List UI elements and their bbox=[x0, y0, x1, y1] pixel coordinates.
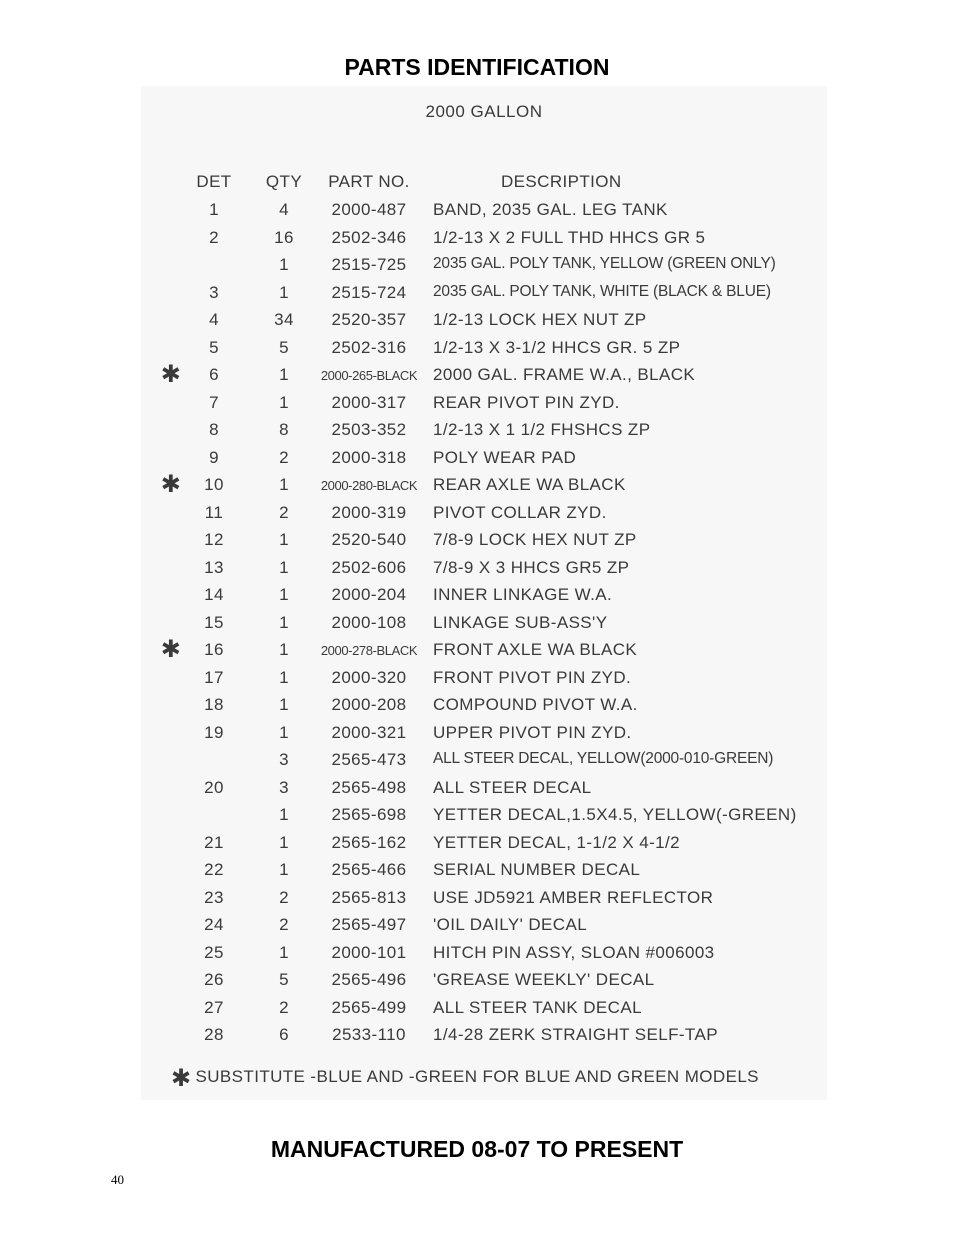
part-no-cell: 2000-319 bbox=[331, 502, 407, 522]
det-cell: 24 bbox=[204, 915, 224, 934]
footnote-text: SUBSTITUTE -BLUE AND -GREEN FOR BLUE AND GREEN MODELS bbox=[195, 1067, 759, 1086]
description-cell: ALL STEER TANK DECAL bbox=[433, 997, 642, 1017]
asterisk-icon: ✱ bbox=[160, 471, 182, 498]
qty-cell: 34 bbox=[274, 310, 294, 329]
description-cell: 2035 GAL. POLY TANK, YELLOW (GREEN ONLY) bbox=[433, 255, 776, 272]
det-cell: 8 bbox=[209, 420, 219, 439]
part-no-cell: 2565-496 bbox=[331, 970, 407, 989]
table-row bbox=[141, 448, 827, 472]
part-no-cell: 2565-499 bbox=[331, 997, 407, 1017]
description-cell: 1/2-13 X 1 1/2 FHSHCS ZP bbox=[433, 420, 651, 439]
part-no-cell: 2000-101 bbox=[331, 942, 407, 962]
det-cell: 27 bbox=[204, 997, 224, 1017]
description-cell: COMPOUND PIVOT W.A. bbox=[433, 695, 638, 714]
table-row bbox=[141, 228, 827, 252]
description-cell: POLY WEAR PAD bbox=[433, 447, 577, 467]
part-no-cell: 2000-278-BLACK bbox=[320, 643, 418, 658]
det-cell: 3 bbox=[209, 282, 219, 302]
qty-cell: 1 bbox=[279, 585, 289, 604]
det-cell: 19 bbox=[204, 722, 224, 742]
qty-cell: 1 bbox=[279, 475, 289, 494]
det-cell: 16 bbox=[204, 640, 224, 659]
description-cell: YETTER DECAL,1.5X4.5, YELLOW(-GREEN) bbox=[433, 805, 797, 824]
part-no-cell: 2000-487 bbox=[331, 200, 407, 219]
part-no-cell: 2533-110 bbox=[332, 1025, 406, 1044]
description-cell: 7/8-9 LOCK HEX NUT ZP bbox=[433, 530, 637, 549]
description-cell: FRONT PIVOT PIN ZYD. bbox=[433, 667, 632, 687]
footer-title: MANUFACTURED 08-07 TO PRESENT bbox=[270, 1136, 684, 1162]
part-no-cell: 2520-357 bbox=[331, 310, 407, 329]
asterisk-icon: ✱ bbox=[160, 361, 182, 388]
part-no-cell: 2565-698 bbox=[331, 805, 407, 824]
table-row bbox=[141, 585, 827, 609]
det-cell: 23 bbox=[204, 887, 224, 907]
qty-cell: 3 bbox=[279, 750, 289, 769]
table-row bbox=[141, 503, 827, 527]
det-header: DET bbox=[196, 172, 232, 191]
part-no-cell: 2565-473 bbox=[331, 750, 407, 769]
qty-cell: 16 bbox=[274, 227, 294, 247]
asterisk-icon: ✱ bbox=[171, 1065, 192, 1092]
qty-cell: 1 bbox=[279, 805, 289, 824]
description-cell: FRONT AXLE WA BLACK bbox=[433, 640, 638, 659]
part-no-cell: 2000-108 bbox=[331, 612, 407, 632]
part-no-cell: 2000-320 bbox=[331, 667, 407, 687]
description-cell: 1/2-13 X 3-1/2 HHCS GR. 5 ZP bbox=[433, 337, 681, 357]
description-cell: 2000 GAL. FRAME W.A., BLACK bbox=[433, 365, 696, 384]
description-cell: 'OIL DAILY' DECAL bbox=[433, 915, 588, 934]
det-cell: 28 bbox=[204, 1025, 224, 1044]
description-cell: 2035 GAL. POLY TANK, WHITE (BLACK & BLUE) bbox=[433, 282, 771, 300]
table-row bbox=[141, 723, 827, 747]
table-row bbox=[141, 200, 827, 224]
det-cell: 21 bbox=[204, 832, 224, 852]
qty-cell: 2 bbox=[279, 997, 289, 1017]
part-no-cell: 2515-724 bbox=[331, 282, 407, 302]
det-cell: 12 bbox=[204, 530, 224, 549]
qty-cell: 8 bbox=[279, 420, 289, 439]
qty-header: QTY bbox=[265, 172, 303, 191]
description-cell: HITCH PIN ASSY, SLOAN #006003 bbox=[433, 942, 715, 962]
det-cell: 6 bbox=[209, 365, 219, 384]
det-cell: 14 bbox=[204, 585, 224, 604]
det-cell: 10 bbox=[204, 475, 224, 494]
description-cell: ALL STEER DECAL, YELLOW(2000-010-GREEN) bbox=[433, 750, 774, 767]
table-row bbox=[141, 255, 827, 279]
description-cell: USE JD5921 AMBER REFLECTOR bbox=[433, 887, 714, 907]
det-cell: 17 bbox=[204, 667, 224, 687]
description-cell: YETTER DECAL, 1-1/2 X 4-1/2 bbox=[433, 832, 680, 852]
table-row bbox=[141, 310, 827, 334]
part-no-cell: 2565-497 bbox=[331, 915, 407, 934]
description-cell: SERIAL NUMBER DECAL bbox=[433, 860, 641, 879]
description-cell: 1/4-28 ZERK STRAIGHT SELF-TAP bbox=[433, 1025, 718, 1044]
table-row bbox=[141, 1025, 827, 1049]
det-cell: 18 bbox=[204, 695, 224, 714]
description-cell: REAR AXLE WA BLACK bbox=[433, 475, 626, 494]
qty-cell: 1 bbox=[279, 392, 289, 412]
qty-cell: 1 bbox=[279, 530, 289, 549]
table-row bbox=[141, 283, 827, 307]
det-cell: 9 bbox=[209, 447, 219, 467]
description-cell: LINKAGE SUB-ASS'Y bbox=[433, 612, 608, 632]
qty-cell: 4 bbox=[279, 200, 289, 219]
description-header: DESCRIPTION bbox=[501, 172, 622, 191]
part-no-header: PART NO. bbox=[328, 172, 410, 191]
table-row bbox=[141, 805, 827, 829]
part-no-cell: 2000-321 bbox=[331, 722, 407, 742]
det-cell: 13 bbox=[204, 557, 224, 577]
qty-cell: 1 bbox=[279, 640, 289, 659]
page-title: PARTS IDENTIFICATION bbox=[344, 54, 610, 80]
qty-cell: 5 bbox=[279, 337, 289, 357]
det-cell: 11 bbox=[204, 502, 224, 522]
qty-cell: 1 bbox=[279, 255, 289, 274]
table-row bbox=[141, 695, 827, 719]
footnote bbox=[171, 1064, 759, 1093]
table-row bbox=[141, 778, 827, 802]
description-cell: UPPER PIVOT PIN ZYD. bbox=[433, 722, 632, 742]
page-number: 40 bbox=[111, 1172, 124, 1187]
qty-cell: 2 bbox=[279, 915, 289, 934]
parts-table-image bbox=[141, 86, 827, 1100]
part-no-cell: 2503-352 bbox=[331, 420, 407, 439]
table-title: 2000 GALLON bbox=[425, 102, 543, 121]
qty-cell: 1 bbox=[279, 282, 289, 302]
table-row bbox=[141, 943, 827, 967]
qty-cell: 2 bbox=[279, 887, 289, 907]
qty-cell: 1 bbox=[279, 832, 289, 852]
description-cell: BAND, 2035 GAL. LEG TANK bbox=[433, 200, 668, 219]
description-cell: 1/2-13 LOCK HEX NUT ZP bbox=[433, 310, 647, 329]
det-cell: 26 bbox=[204, 970, 224, 989]
det-cell: 20 bbox=[204, 777, 224, 797]
description-cell: INNER LINKAGE W.A. bbox=[433, 585, 613, 604]
part-no-cell: 2502-346 bbox=[331, 227, 407, 247]
table-row bbox=[141, 613, 827, 637]
det-cell: 22 bbox=[204, 860, 224, 879]
table-row bbox=[141, 860, 827, 884]
asterisk-icon: ✱ bbox=[160, 636, 182, 663]
table-row bbox=[141, 420, 827, 444]
part-no-cell: 2565-498 bbox=[331, 777, 407, 797]
qty-cell: 6 bbox=[279, 1025, 289, 1044]
qty-cell: 2 bbox=[279, 502, 289, 522]
det-cell: 1 bbox=[209, 200, 219, 219]
det-cell: 5 bbox=[209, 337, 219, 357]
part-no-cell: 2000-317 bbox=[331, 392, 407, 412]
description-cell: REAR PIVOT PIN ZYD. bbox=[433, 392, 620, 412]
table-row bbox=[141, 998, 827, 1022]
part-no-cell: 2502-606 bbox=[331, 557, 407, 577]
table-row bbox=[141, 338, 827, 362]
det-cell: 15 bbox=[204, 612, 224, 632]
qty-cell: 1 bbox=[279, 942, 289, 962]
part-no-cell: 2000-208 bbox=[331, 695, 407, 714]
part-no-cell: 2000-265-BLACK bbox=[320, 368, 418, 383]
part-no-cell: 2502-316 bbox=[331, 337, 407, 357]
qty-cell: 1 bbox=[279, 722, 289, 742]
det-cell: 25 bbox=[204, 942, 224, 962]
qty-cell: 5 bbox=[279, 970, 289, 989]
part-no-cell: 2000-280-BLACK bbox=[320, 478, 418, 493]
part-no-cell: 2565-813 bbox=[331, 887, 407, 907]
qty-cell: 1 bbox=[279, 695, 289, 714]
qty-cell: 1 bbox=[279, 667, 289, 687]
description-cell: 'GREASE WEEKLY' DECAL bbox=[433, 970, 655, 989]
part-no-cell: 2565-466 bbox=[331, 860, 407, 879]
qty-cell: 2 bbox=[279, 447, 289, 467]
qty-cell: 1 bbox=[279, 612, 289, 632]
table-header bbox=[141, 172, 827, 196]
table-row bbox=[141, 668, 827, 692]
part-no-cell: 2520-540 bbox=[331, 530, 407, 549]
qty-cell: 3 bbox=[279, 777, 289, 797]
qty-cell: 1 bbox=[279, 860, 289, 879]
table-row bbox=[141, 471, 827, 499]
table-row bbox=[141, 970, 827, 994]
det-cell: 7 bbox=[209, 392, 219, 412]
description-cell: 7/8-9 X 3 HHCS GR5 ZP bbox=[433, 557, 630, 577]
table-row bbox=[141, 750, 827, 774]
part-no-cell: 2515-725 bbox=[331, 255, 407, 274]
table-row bbox=[141, 833, 827, 857]
part-no-cell: 2000-204 bbox=[331, 585, 407, 604]
part-no-cell: 2565-162 bbox=[331, 832, 407, 852]
table-row bbox=[141, 915, 827, 939]
table-row bbox=[141, 361, 827, 389]
det-cell: 4 bbox=[209, 310, 219, 329]
description-cell: PIVOT COLLAR ZYD. bbox=[433, 502, 607, 522]
table-row bbox=[141, 888, 827, 912]
description-cell: 1/2-13 X 2 FULL THD HHCS GR 5 bbox=[433, 227, 706, 247]
table-row bbox=[141, 558, 827, 582]
table-row bbox=[141, 636, 827, 664]
det-cell: 2 bbox=[209, 227, 219, 247]
table-row bbox=[141, 393, 827, 417]
description-cell: ALL STEER DECAL bbox=[433, 777, 592, 797]
qty-cell: 1 bbox=[279, 365, 289, 384]
table-row bbox=[141, 530, 827, 554]
part-no-cell: 2000-318 bbox=[331, 447, 407, 467]
qty-cell: 1 bbox=[279, 557, 289, 577]
